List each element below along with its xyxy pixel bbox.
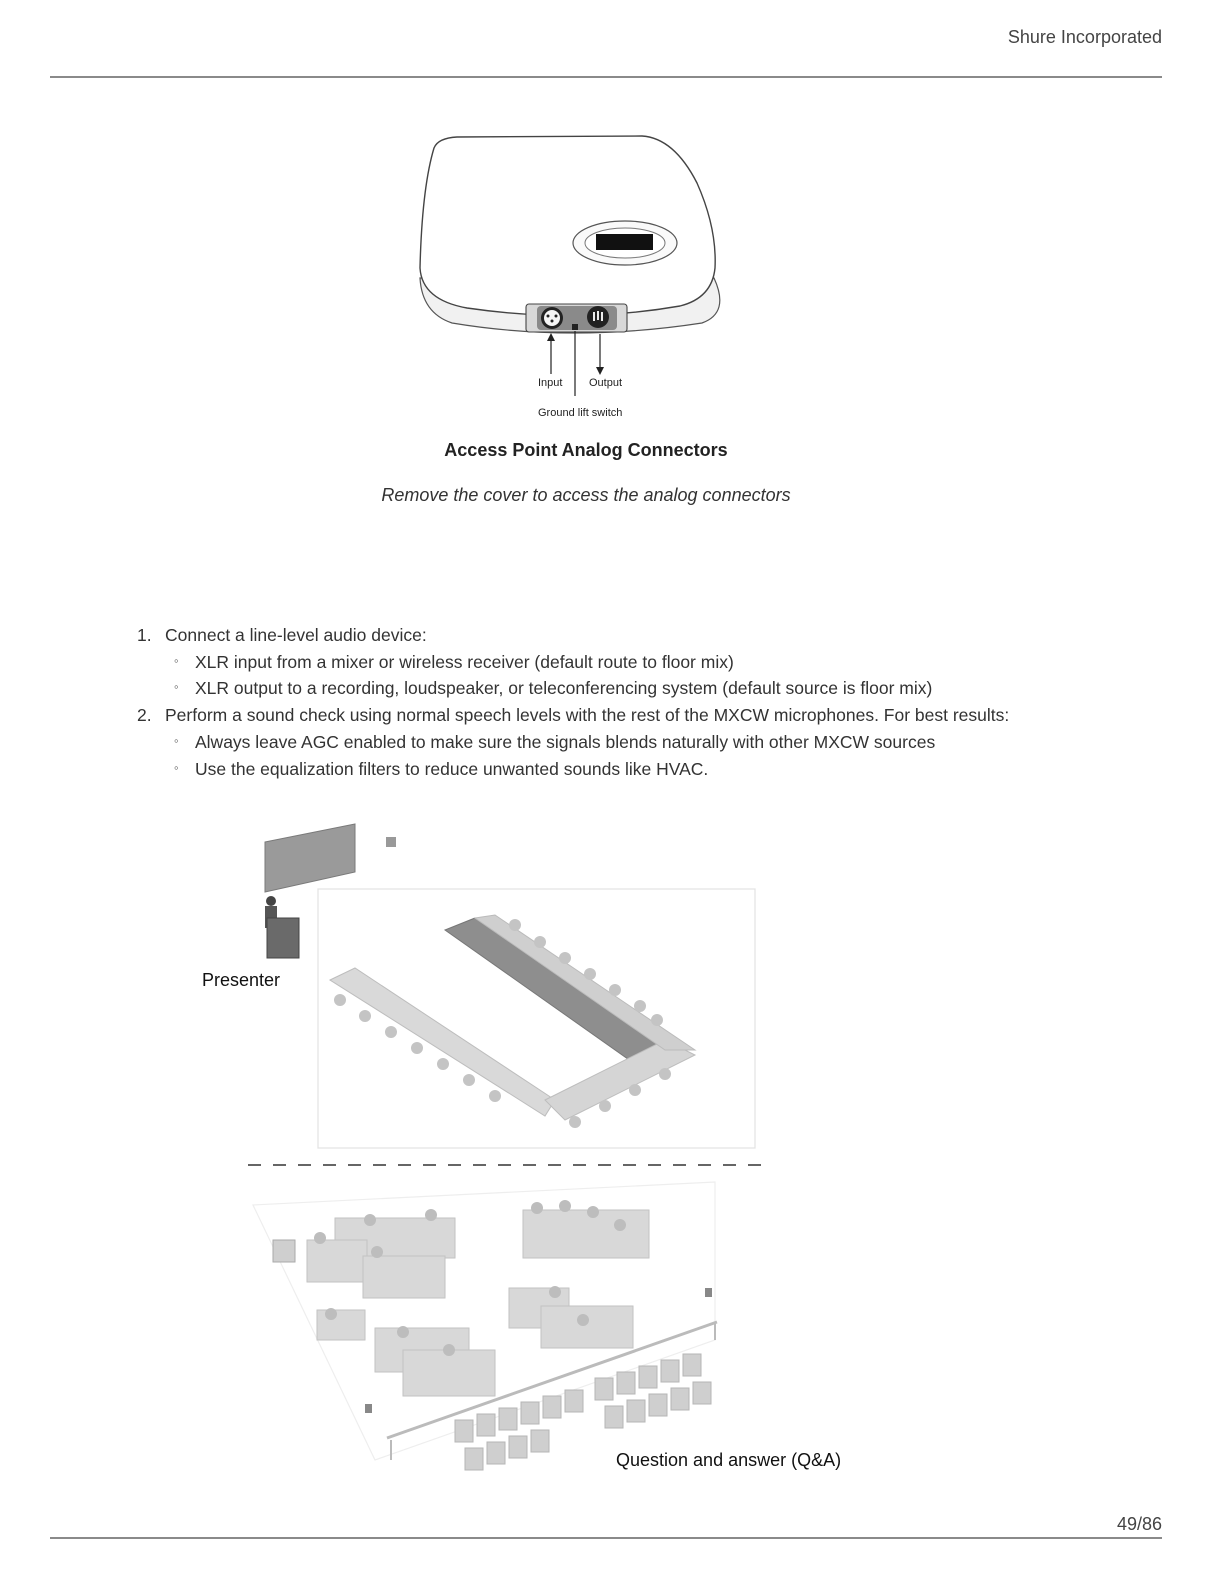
conference-room-illustration [195, 820, 855, 1490]
output-label: Output [589, 377, 623, 389]
sub-item [165, 729, 1080, 756]
speaker-shape [386, 837, 396, 847]
header-company: Shure Incorporated [1007, 27, 1162, 47]
screen-shape [265, 824, 355, 892]
figure-caption: Remove the cover to access the analog connectors [381, 485, 791, 505]
bullet-icon: ◦ [174, 679, 179, 695]
qa-label: Question and answer (Q&A) [616, 1450, 842, 1470]
step-number: 2. [137, 705, 152, 726]
sub-item-text: XLR output to a recording, loudspeaker, or teleconferencing system (default source is floor mix) [195, 678, 933, 699]
input-label: Input [538, 377, 563, 389]
access-point-illustration [412, 128, 742, 428]
step-number: 1. [137, 625, 152, 645]
step-1-subitems [120, 649, 1080, 702]
step-text: Perform a sound check using normal speech levels with the rest of the MXCW microphones. For best results: [165, 705, 1010, 726]
page-number: 49/86 [1116, 1514, 1162, 1534]
sub-item-text: Always leave AGC enabled to make sure the signals blends naturally with other MXCW sources [195, 731, 936, 752]
header-rule [50, 76, 1162, 78]
bullet-icon: ◦ [174, 652, 179, 668]
sub-item [165, 675, 1080, 702]
sub-item [165, 756, 1080, 783]
bullet-icon: ◦ [174, 732, 179, 748]
footer-rule [50, 1537, 1162, 1539]
step-2-subitems [120, 729, 1080, 782]
step-text: Connect a line-level audio device: [165, 625, 427, 645]
instruction-steps [120, 622, 1080, 782]
figure-title: Access Point Analog Connectors [444, 440, 728, 460]
step-2 [120, 702, 1080, 729]
ground-lift-label: Ground lift switch [538, 407, 623, 419]
sub-item-text: Use the equalization filters to reduce unwanted sounds like HVAC. [195, 758, 709, 779]
sub-item [165, 649, 1080, 676]
bullet-icon: ◦ [174, 759, 179, 775]
sub-item-text: XLR input from a mixer or wireless receiver (default route to floor mix) [195, 651, 734, 672]
step-1 [120, 622, 1080, 649]
presenter-label: Presenter [202, 970, 281, 990]
